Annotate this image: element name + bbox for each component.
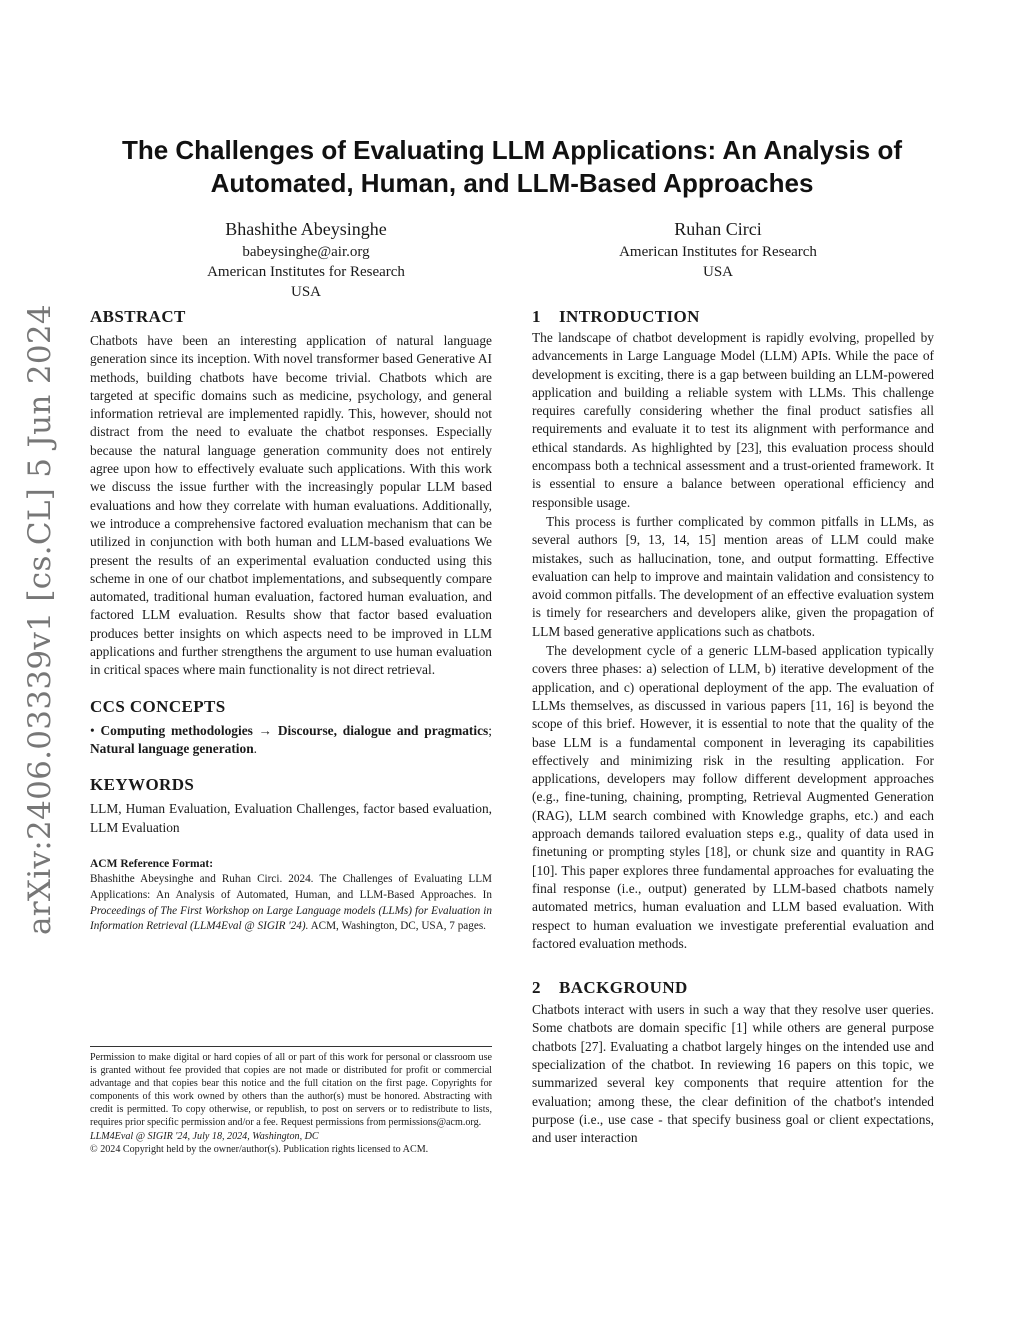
introduction-heading bbox=[532, 306, 934, 328]
ccs-bullet: • bbox=[90, 722, 95, 738]
acm-reference-body bbox=[90, 872, 492, 934]
left-column bbox=[90, 306, 492, 935]
acm-reference bbox=[90, 857, 492, 935]
keywords-heading: KEYWORDS bbox=[90, 775, 195, 795]
author-affiliation: American Institutes for Research bbox=[207, 264, 405, 280]
right-column bbox=[532, 306, 934, 1147]
author-country: USA bbox=[290, 284, 321, 300]
ccs-text bbox=[90, 722, 492, 759]
abstract-text: Chatbots have been an interesting application of natural language generation since its inception. With novel transformer based Generative AI methods, building chatbots have become trivial. Chatbots which are targeted at specific domains such as medicine, psychology, and general information retrieval are implemented rapidly. This, however, should not distract from the need to evaluate the chatbot responses. Especially because the natural language generation community does not entirely agree upon how to effectively evaluate such applications. With this work we discuss the issue further with the increasingly popular LLM based evaluations and how they correlate with human evaluations. Additionally, we introduce a comprehensive factored evaluation mechanism that can be utilized in conjunction with both human and LLM-based evaluations We present the results of an experimental evaluation conducted using this scheme in one of our chatbot implementations, and subsequently compare automated, traditional human evaluation, factored human evaluation, and factored LLM evaluation. Results show that factor based evaluation produces better insights on which aspects need to be improved in LLM applications and further strengthens the argument to use human evaluation in critical spaces where main functionality is not direct retrieval. bbox=[90, 333, 492, 678]
section-title: BACKGROUND bbox=[559, 978, 688, 998]
section-number: 2 bbox=[532, 978, 541, 998]
ccs-arrow: → bbox=[258, 722, 273, 738]
keywords-text: LLM, Human Evaluation, Evaluation Challenges, factor based evaluation, LLM Evaluation bbox=[90, 801, 492, 835]
ccs-end: . bbox=[253, 740, 258, 756]
author-affiliation: American Institutes for Research bbox=[619, 244, 817, 260]
ccs-part-1: Computing methodologies bbox=[100, 722, 253, 738]
title-line-2: Automated, Human, and LLM-Based Approaches bbox=[210, 168, 814, 198]
background-paragraph-1: Chatbots interact with users in such a way that they resolve user queries. Some chatbots are domain specific [1] while others are general purpose chatbots [27]. Evaluating a chatbot largely hinges on the intended use and specialization of the chatbot. In reviewing 16 papers on this topic, we summarized several key components that require attention for the evaluation; among these, the clear definition of the chatbot's intended purpose (i.e., use case - that specify business goal or client expectations, and user interaction bbox=[532, 1002, 934, 1146]
introduction-paragraph-2: This process is further complicated by common pitfalls in LLMs, as several authors [9, 13, 14, 15] mention areas of LLM could make mistakes, such as hallucination, tone, and output formatting. Effective evaluation can help to improve and maintain validation and consistency to avoid common pitfalls. The development of an effective evaluation system is timely for researchers and developers alike, given the propagation of LLM based generative applications such as chatbots. bbox=[532, 513, 934, 639]
copyright-text: © 2024 Copyright held by the owner/author(s). Publication rights licensed to ACM. bbox=[90, 1143, 429, 1155]
section-number: 1 bbox=[532, 307, 541, 326]
abstract-section bbox=[90, 306, 492, 680]
paper-title bbox=[60, 134, 964, 200]
acm-reference-proceedings: Proceedings of The First Workshop on Large Language models (LLMs) for Evaluation in Information Retrieval (LLM4Eval @ SIGIR '24). bbox=[90, 904, 492, 933]
author-name: Bhashithe Abeysinghe bbox=[225, 219, 387, 239]
acm-reference-text-1: Bhashithe Abeysinghe and Ruhan Circi. 2024. The Challenges of Evaluating LLM Applications: An Analysis of Automated, Human, and LLM-Based Approaches. In bbox=[90, 873, 492, 902]
author-country: USA bbox=[702, 264, 733, 280]
arxiv-identifier: arXiv:2406.03339v1 [cs.CL] 5 Jun 2024 bbox=[22, 304, 58, 935]
title-line-1: The Challenges of Evaluating LLM Applications: An Analysis of bbox=[121, 135, 903, 165]
acm-reference-text-2: ACM, Washington, DC, USA, 7 pages. bbox=[310, 920, 486, 933]
author-block-1 bbox=[150, 216, 462, 302]
ccs-part-2: Discourse, dialogue and pragmatics bbox=[277, 722, 489, 738]
ccs-separator: ; bbox=[488, 722, 492, 738]
section-title: INTRODUCTION bbox=[559, 307, 700, 326]
permission-footnote bbox=[90, 1046, 492, 1156]
conference-info: LLM4Eval @ SIGIR '24, July 18, 2024, Washington, DC bbox=[90, 1130, 319, 1142]
introduction-paragraph-1: The landscape of chatbot development is rapidly evolving, propelled by advancements in Large Language Model (LLM) APIs. While the pace of development is exciting, there is a gap between building an LLM-powered application and building a reliable system with LLMs. This challenge requires carefully considering whether the final product satisfies all requirements and evaluate it to test its alignment with performance and ethical standards. As highlighted by [23], this evaluation process should encompass both a technical assessment and a trust-oriented framework. It is essential to ensure a balance between operational efficiency and responsible usage. bbox=[532, 330, 934, 510]
ccs-heading: CCS CONCEPTS bbox=[90, 696, 226, 716]
ccs-part-3: Natural language generation bbox=[90, 740, 254, 756]
author-email[interactable]: babeysinghe@air.org bbox=[242, 244, 370, 260]
author-name: Ruhan Circi bbox=[674, 219, 762, 239]
background-section bbox=[532, 977, 934, 1147]
author-block-2 bbox=[562, 216, 874, 282]
keywords-section bbox=[90, 774, 492, 837]
permission-text: Permission to make digital or hard copies of all or part of this work for personal or classroom use is granted without fee provided that copies are not made or distributed for profit or commercial advantage and that copies bear this notice and the full citation on the first page. Copyrights for components of this work owned by others than the author(s) must be honored. Abstracting with credit is permitted. To copy otherwise, or republish, to post on servers or to redistribute to lists, requires prior specific permission and/or a fee. Request permissions from permissions@acm.org. bbox=[90, 1052, 492, 1129]
background-heading bbox=[532, 977, 934, 999]
introduction-paragraph-3: The development cycle of a generic LLM-based application typically covers three phases: a) selection of LLM, b) iterative development of the application, and c) operational deployment of the app. The evaluation of LLMs themselves, as discussed in various papers [11, 16] is beyond the scope of this brief. However, it is essential to note that the quality of the base LLM is a fundamental component in leveraging its capabilities effectively and minimizing risk in the resulting application. For applications, developers may follow different development approaches (e.g., fine-tuning, chaining, prompting, Retrieval Augmented Generation (RAG), LLM search combined with Knowledge graphs, etc.) and each approach demands tailored evaluation steps e.g., quality of data used in finetuning or prompting styles [18], or chunk size and quantity in RAG [10]. This paper explores three fundamental approaches for evaluating the final response (i.e., output) generated by LLM-based chatbots namely automated metrics, human evaluation and LLM based evaluation. With respect to human evaluation we investigate preferential evaluation and factored evaluation methods. bbox=[532, 643, 934, 951]
abstract-heading: ABSTRACT bbox=[90, 307, 186, 326]
ccs-concepts-section bbox=[90, 696, 492, 759]
introduction-section bbox=[532, 306, 934, 953]
acm-reference-heading: ACM Reference Format: bbox=[90, 857, 214, 870]
